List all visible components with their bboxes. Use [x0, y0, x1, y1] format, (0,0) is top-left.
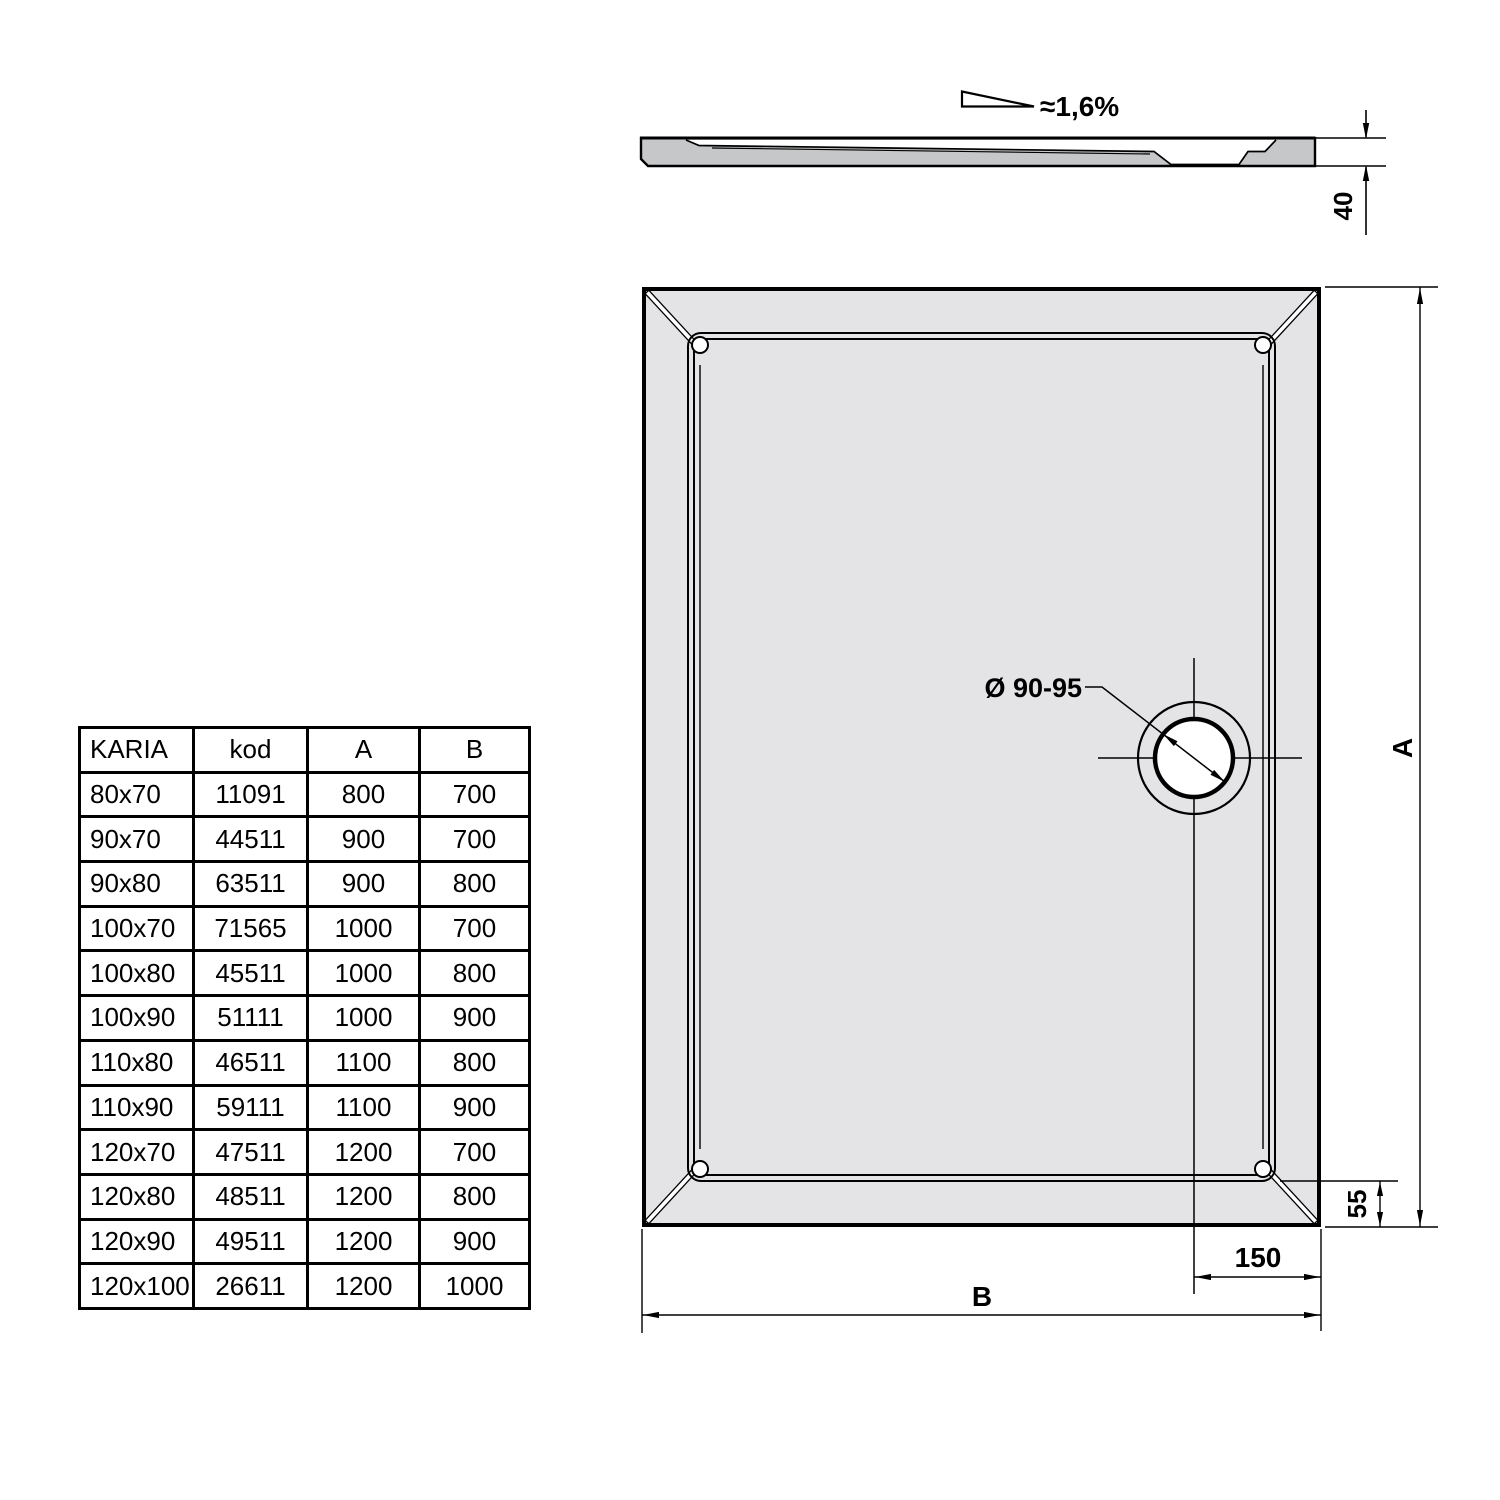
rim-corner-cap-top-right	[1255, 337, 1271, 353]
table-row: 90x70 44511 900 700	[80, 817, 530, 862]
dim-a-value: A	[1387, 737, 1418, 759]
header-karia: KARIA	[80, 728, 194, 773]
dim-b-value: B	[971, 1281, 993, 1312]
table-row: 110x90 59111 1100 900	[80, 1085, 530, 1130]
slope-value: ≈1,6%	[1040, 91, 1120, 122]
profile-view	[640, 91, 1386, 235]
table-row: 100x80 45511 1000 800	[80, 951, 530, 996]
dim-40-value: 40	[1328, 191, 1358, 221]
table-row: 100x70 71565 1000 700	[80, 906, 530, 951]
dimension-b	[642, 1229, 1321, 1333]
header-b: B	[420, 728, 530, 773]
dim-55-value: 55	[1342, 1189, 1372, 1219]
rim-corner-cap-bottom-left	[692, 1161, 708, 1177]
header-kod: kod	[194, 728, 308, 773]
table-row: 120x80 48511 1200 800	[80, 1174, 530, 1219]
rim-corner-cap-bottom-right	[1255, 1161, 1271, 1177]
table-row: 80x70 11091 800 700	[80, 772, 530, 817]
size-table	[78, 726, 531, 1310]
dimension-40	[1328, 110, 1369, 235]
dimension-a	[1325, 287, 1438, 1227]
table-row: 100x90 51111 1000 900	[80, 996, 530, 1041]
slope-triangle-icon	[962, 92, 1034, 107]
rim-corner-cap-top-left	[692, 337, 708, 353]
table-row: 120x100 26611 1200 1000	[80, 1264, 530, 1309]
table-row: 90x80 63511 900 800	[80, 862, 530, 907]
table-row: 120x90 49511 1200 900	[80, 1219, 530, 1264]
table-row: 110x80 46511 1100 800	[80, 1040, 530, 1085]
dimension-150	[1194, 1242, 1321, 1280]
plan-view	[642, 287, 1438, 1333]
header-a: A	[308, 728, 420, 773]
drain-diameter-value: Ø 90-95	[984, 673, 1082, 703]
table-row: 120x70 47511 1200 700	[80, 1130, 530, 1175]
size-table-header-row	[80, 728, 530, 773]
dim-150-value: 150	[1234, 1242, 1282, 1273]
